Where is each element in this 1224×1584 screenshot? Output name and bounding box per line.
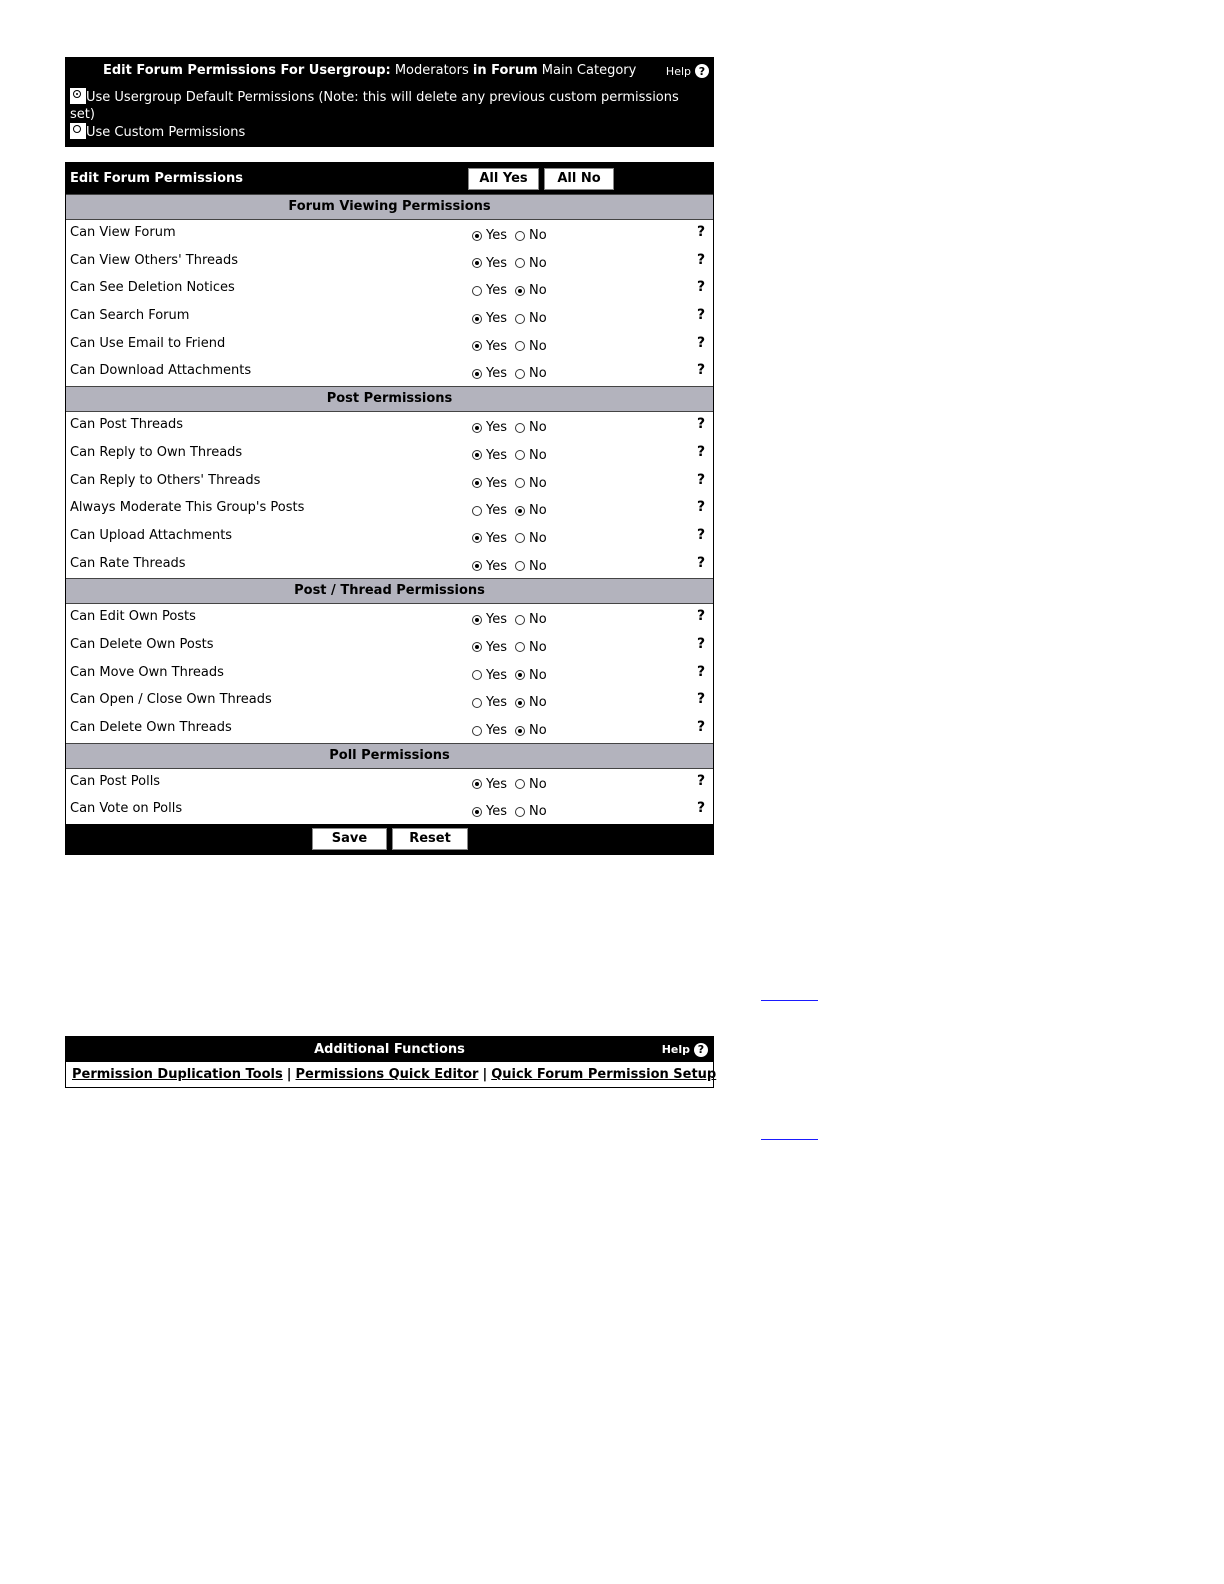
yes-no-choice: [472, 804, 555, 821]
permissions-table: [65, 162, 714, 855]
permission-row: [66, 551, 713, 579]
permission-label: Can View Forum: [70, 225, 176, 240]
help-question-icon[interactable]: ?: [697, 554, 706, 571]
no-option[interactable]: [515, 668, 547, 683]
yes-radio[interactable]: [472, 506, 482, 516]
yes-label: Yes: [486, 503, 507, 519]
yes-no-choice: [472, 366, 555, 383]
no-radio[interactable]: [515, 450, 525, 460]
yes-label: Yes: [486, 776, 507, 792]
help-question-icon[interactable]: ?: [697, 471, 706, 488]
permission-row: [66, 604, 713, 632]
forum-name: Main Category: [541, 63, 637, 78]
option-custom-permissions[interactable]: [70, 123, 245, 140]
help-icon[interactable]: ?: [695, 64, 709, 78]
permission-label: Can Upload Attachments: [70, 527, 233, 543]
no-option[interactable]: [515, 448, 547, 463]
help-question-icon[interactable]: ?: [697, 251, 706, 268]
no-label: No: [529, 338, 547, 354]
yes-option[interactable]: [472, 448, 507, 463]
yes-radio[interactable]: [472, 615, 482, 625]
permission-row: [66, 248, 713, 276]
yes-option[interactable]: [472, 640, 507, 655]
custom-permissions-radio[interactable]: [70, 123, 86, 139]
yes-radio[interactable]: [472, 423, 482, 433]
yes-no-choice: [472, 640, 555, 657]
permission-label: Can Move Own Threads: [70, 664, 224, 680]
permission-label: Always Moderate This Group's Posts: [70, 500, 305, 516]
no-option[interactable]: [515, 228, 547, 243]
permission-label: Can Use Email to Friend: [70, 335, 226, 351]
no-option[interactable]: [515, 777, 547, 792]
help-question-icon[interactable]: ?: [697, 279, 706, 296]
yes-label: Yes: [486, 475, 507, 491]
yes-radio[interactable]: [472, 779, 482, 789]
permissions-quick-editor-link[interactable]: Permissions Quick Editor: [295, 1067, 479, 1082]
yes-label: Yes: [486, 723, 507, 738]
additional-functions-panel: [65, 1036, 717, 1088]
yes-label: Yes: [486, 255, 507, 271]
yes-no-choice: [472, 531, 555, 548]
help-question-icon[interactable]: ?: [697, 526, 706, 543]
yes-radio[interactable]: [472, 369, 482, 379]
no-option[interactable]: [515, 612, 547, 627]
additional-functions-links: [66, 1062, 717, 1087]
no-option[interactable]: [515, 559, 547, 574]
yes-no-choice: [472, 448, 555, 465]
help-question-icon[interactable]: ?: [697, 334, 706, 351]
in-forum-label: in Forum: [472, 63, 538, 78]
permission-label: Can Download Attachments: [70, 363, 252, 379]
permission-label: Can Delete Own Threads: [70, 720, 232, 735]
reset-button[interactable]: Reset: [392, 828, 468, 850]
permission-row: [66, 687, 713, 715]
yes-label: Yes: [486, 420, 507, 436]
yes-label: Yes: [486, 530, 507, 546]
permission-row: [66, 440, 713, 468]
yes-option[interactable]: [472, 695, 507, 710]
no-radio[interactable]: [515, 561, 525, 571]
no-radio[interactable]: [515, 506, 525, 516]
no-radio[interactable]: [515, 258, 525, 268]
help-question-icon[interactable]: ?: [697, 499, 706, 516]
yes-option[interactable]: [472, 668, 507, 683]
permission-row: [66, 468, 713, 496]
permission-duplication-tools-link[interactable]: Permission Duplication Tools: [72, 1067, 283, 1082]
yes-label: Yes: [486, 338, 507, 354]
option-default-label: Use Usergroup Default Permissions (Note: this will delete any previous custom permissions set): [70, 90, 679, 122]
permission-row: [66, 660, 713, 688]
no-label: No: [529, 723, 547, 738]
no-option[interactable]: [515, 283, 547, 298]
no-label: No: [529, 255, 547, 271]
no-option[interactable]: [515, 256, 547, 271]
no-option[interactable]: [515, 420, 547, 435]
permission-label: Can Open / Close Own Threads: [70, 692, 272, 708]
help-question-icon[interactable]: ?: [697, 416, 706, 433]
help-label: Help: [661, 1043, 690, 1056]
yes-option[interactable]: [472, 723, 507, 738]
yes-option[interactable]: [472, 804, 507, 819]
yes-radio[interactable]: [472, 286, 482, 296]
yes-no-choice: [472, 559, 555, 576]
no-label: No: [529, 639, 547, 655]
help-question-icon[interactable]: ?: [697, 800, 706, 817]
no-option[interactable]: [515, 366, 547, 381]
no-label: No: [529, 804, 547, 820]
yes-label: Yes: [486, 283, 507, 299]
blank-link[interactable]: [761, 1139, 818, 1140]
section-header: Poll Permissions: [66, 743, 713, 769]
no-option[interactable]: [515, 339, 547, 354]
no-label: No: [529, 228, 547, 243]
no-label: No: [529, 311, 547, 327]
title-prefix: Edit Forum Permissions For Usergroup:: [103, 63, 391, 78]
no-radio[interactable]: [515, 369, 525, 379]
yes-label: Yes: [486, 667, 507, 683]
yes-radio[interactable]: [472, 670, 482, 680]
permission-row: [66, 275, 713, 303]
permission-row: [66, 523, 713, 551]
yes-radio[interactable]: [472, 450, 482, 460]
additional-functions-title: Additional Functions: [314, 1042, 465, 1057]
yes-option[interactable]: [472, 228, 507, 243]
yes-option[interactable]: [472, 366, 507, 381]
no-option[interactable]: [515, 503, 547, 518]
yes-radio[interactable]: [472, 807, 482, 817]
yes-label: Yes: [486, 612, 507, 628]
no-option[interactable]: [515, 723, 547, 738]
yes-option[interactable]: [472, 256, 507, 271]
save-button[interactable]: Save: [312, 828, 387, 850]
no-radio[interactable]: [515, 807, 525, 817]
help-question-icon[interactable]: ?: [697, 691, 706, 708]
no-label: No: [529, 503, 547, 519]
no-label: No: [529, 366, 547, 382]
permission-row: [66, 715, 713, 743]
permission-row: [66, 303, 713, 331]
yes-option[interactable]: [472, 531, 507, 546]
yes-no-choice: [472, 476, 555, 493]
yes-option[interactable]: [472, 339, 507, 354]
yes-radio[interactable]: [472, 698, 482, 708]
yes-label: Yes: [486, 311, 507, 327]
yes-option[interactable]: [472, 503, 507, 518]
yes-radio[interactable]: [472, 478, 482, 488]
yes-no-choice: [472, 420, 555, 437]
help-question-icon[interactable]: ?: [697, 635, 706, 652]
yes-option[interactable]: [472, 612, 507, 627]
yes-option[interactable]: [472, 283, 507, 298]
permission-row: [66, 220, 713, 248]
yes-option[interactable]: [472, 476, 507, 491]
no-option[interactable]: [515, 804, 547, 819]
help-question-icon[interactable]: ?: [697, 772, 706, 789]
permission-label: Can Rate Threads: [70, 555, 186, 571]
yes-label: Yes: [486, 695, 507, 711]
permission-row: [66, 358, 713, 386]
no-option[interactable]: [515, 311, 547, 326]
permission-label: Can Edit Own Posts: [70, 609, 196, 625]
permission-row: [66, 632, 713, 660]
section-header: Post Permissions: [66, 386, 713, 412]
help-question-icon[interactable]: ?: [697, 608, 706, 625]
help-question-icon[interactable]: ?: [697, 663, 706, 680]
additional-functions-header: [66, 1037, 713, 1062]
yes-no-choice: [472, 311, 555, 328]
yes-radio[interactable]: [472, 341, 482, 351]
yes-no-choice: [472, 228, 555, 245]
no-label: No: [529, 667, 547, 683]
yes-no-choice: [472, 723, 555, 740]
default-permissions-radio[interactable]: [70, 88, 86, 104]
permissions-title: Edit Forum Permissions: [70, 171, 244, 186]
permission-label: Can Post Threads: [70, 417, 183, 433]
help-button[interactable]: [666, 64, 709, 78]
no-label: No: [529, 612, 547, 628]
permission-label: Can Reply to Own Threads: [70, 444, 243, 460]
permission-label: Can Post Polls: [70, 773, 161, 789]
yes-label: Yes: [486, 366, 507, 382]
no-option[interactable]: [515, 695, 547, 710]
no-radio[interactable]: [515, 478, 525, 488]
link-separator: |: [482, 1067, 488, 1082]
option-custom-label: Use Custom Permissions: [86, 125, 246, 140]
permission-row: [66, 495, 713, 523]
yes-label: Yes: [486, 804, 507, 820]
no-radio[interactable]: [515, 286, 525, 296]
no-option[interactable]: [515, 476, 547, 491]
no-option[interactable]: [515, 640, 547, 655]
quick-forum-permission-setup-link[interactable]: Quick Forum Permission Setup: [491, 1067, 717, 1082]
no-radio[interactable]: [515, 779, 525, 789]
yes-no-choice: [472, 503, 555, 520]
no-radio[interactable]: [515, 698, 525, 708]
no-label: No: [529, 420, 547, 436]
no-option[interactable]: [515, 531, 547, 546]
yes-radio[interactable]: [472, 533, 482, 543]
yes-radio[interactable]: [472, 314, 482, 324]
no-label: No: [529, 558, 547, 574]
section-header: Post / Thread Permissions: [66, 578, 713, 604]
permission-row: [66, 796, 713, 824]
permissions-footer: [66, 824, 713, 854]
yes-no-choice: [472, 339, 555, 356]
yes-radio[interactable]: [472, 561, 482, 571]
permission-label: Can Vote on Polls: [70, 801, 183, 817]
yes-no-choice: [472, 777, 555, 794]
permission-label: Can View Others' Threads: [70, 252, 239, 268]
usergroup-name: Moderators: [394, 63, 469, 78]
no-label: No: [529, 776, 547, 792]
yes-no-choice: [472, 612, 555, 629]
help-question-icon[interactable]: ?: [697, 224, 706, 240]
permission-label: Can Reply to Others' Threads: [70, 472, 261, 488]
yes-label: Yes: [486, 228, 507, 243]
no-radio[interactable]: [515, 533, 525, 543]
option-default-permissions[interactable]: [70, 88, 700, 123]
usergroup-panel-title: [103, 63, 636, 78]
no-radio[interactable]: [515, 642, 525, 652]
no-label: No: [529, 695, 547, 711]
no-label: No: [529, 475, 547, 491]
no-label: No: [529, 283, 547, 299]
all-no-button[interactable]: All No: [544, 168, 614, 190]
help-question-icon[interactable]: ?: [697, 443, 706, 460]
no-label: No: [529, 530, 547, 546]
all-yes-button[interactable]: All Yes: [468, 168, 539, 190]
no-radio[interactable]: [515, 670, 525, 680]
permission-label: Can See Deletion Notices: [70, 280, 235, 296]
yes-option[interactable]: [472, 420, 507, 435]
yes-no-choice: [472, 283, 555, 300]
permission-row: [66, 769, 713, 797]
permissions-header: [66, 163, 713, 194]
permission-row: [66, 331, 713, 359]
no-label: No: [529, 447, 547, 463]
yes-radio[interactable]: [472, 726, 482, 736]
help-question-icon[interactable]: ?: [697, 362, 706, 379]
yes-label: Yes: [486, 558, 507, 574]
usergroup-panel: [65, 57, 714, 147]
yes-label: Yes: [486, 639, 507, 655]
no-radio[interactable]: [515, 423, 525, 433]
yes-radio[interactable]: [472, 231, 482, 241]
no-radio[interactable]: [515, 314, 525, 324]
yes-label: Yes: [486, 447, 507, 463]
help-button[interactable]: [662, 1037, 708, 1062]
yes-no-choice: [472, 256, 555, 273]
permission-row: [66, 412, 713, 440]
permission-label: Can Delete Own Posts: [70, 636, 214, 652]
no-radio[interactable]: [515, 726, 525, 736]
help-icon[interactable]: ?: [694, 1043, 708, 1057]
help-question-icon[interactable]: ?: [697, 307, 706, 324]
section-header: Forum Viewing Permissions: [66, 194, 713, 220]
no-radio[interactable]: [515, 231, 525, 241]
yes-option[interactable]: [472, 311, 507, 326]
link-separator: |: [286, 1067, 292, 1082]
blank-link[interactable]: [761, 1000, 818, 1001]
yes-no-choice: [472, 668, 555, 685]
help-label: Help: [665, 64, 691, 78]
no-radio[interactable]: [515, 341, 525, 351]
no-radio[interactable]: [515, 615, 525, 625]
help-question-icon[interactable]: ?: [697, 719, 706, 735]
yes-option[interactable]: [472, 777, 507, 792]
yes-no-choice: [472, 695, 555, 712]
yes-option[interactable]: [472, 559, 507, 574]
permission-label: Can Search Forum: [70, 308, 190, 324]
yes-radio[interactable]: [472, 642, 482, 652]
yes-radio[interactable]: [472, 258, 482, 268]
permissions-body: [66, 194, 713, 824]
